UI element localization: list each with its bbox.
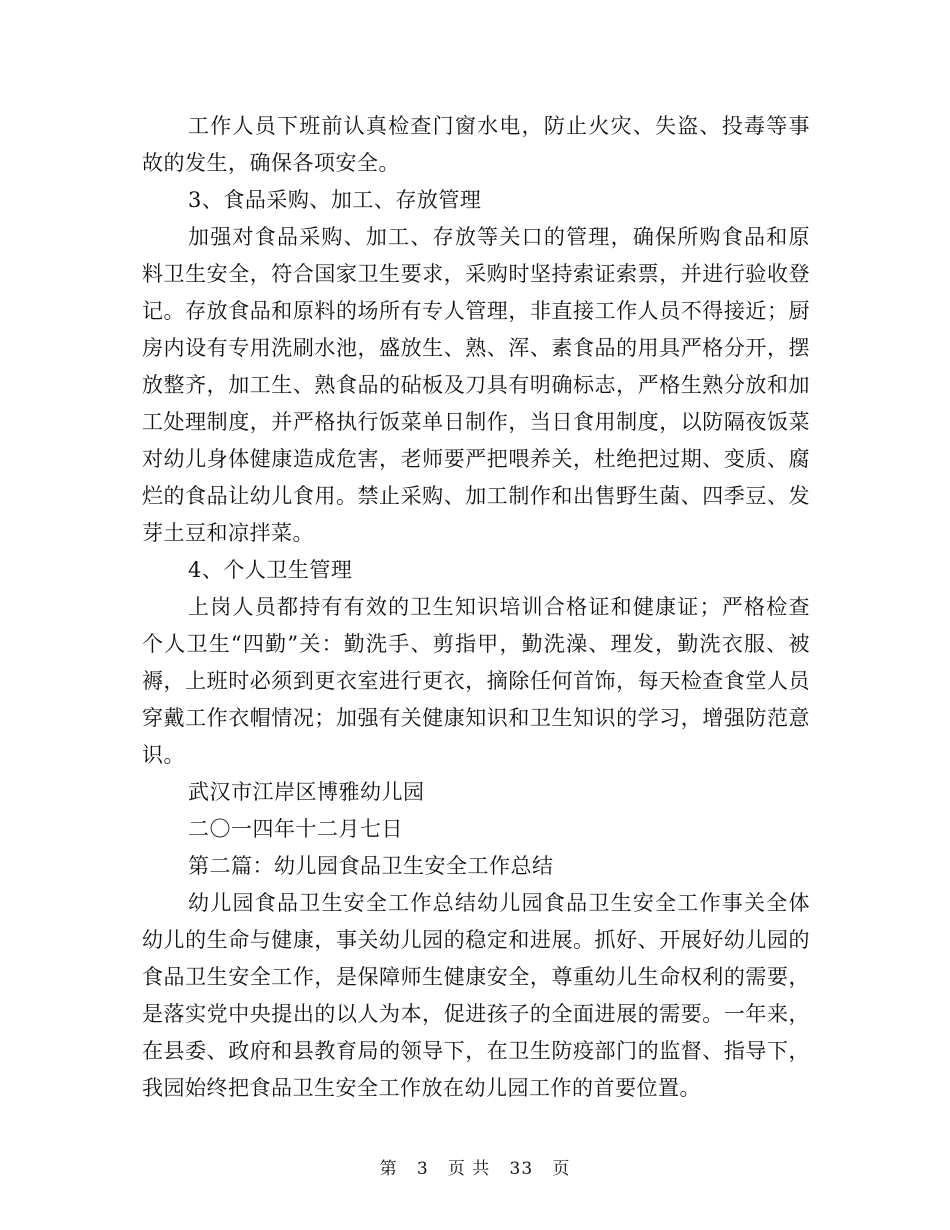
paragraph-food-procurement: 加强对食品采购、加工、存放等关口的管理，确保所购食品和原料卫生安全，符合国家卫生要求，采购时坚持索证索票，并进行验收登记。存放食品和原料的场所有专人管理，非直接工作人员不得接近；厨房内设有专用洗刷水池，盛放生、熟、浑、素食品的用具严格分开，摆放整齐，加工生、熟食品的砧板及刀具有明确标志，严格生熟分放和加工处理制度，并严格执行饭菜单日制作，当日食用制度，以防隔夜饭菜对幼儿身体健康造成危害，老师要严把喂养关，杜绝把过期、变质、腐烂的食品让幼儿食用。禁止采购、加工制作和出售野生菌、四季豆、发芽土豆和凉拌菜。 bbox=[142, 225, 810, 545]
section-heading-personal-hygiene: 4、个人卫生管理 bbox=[188, 558, 353, 582]
document-body bbox=[142, 108, 810, 1107]
section-heading-food-procurement: 3、食品采购、加工、存放管理 bbox=[188, 188, 482, 212]
footer-suffix: 页 bbox=[552, 1159, 571, 1179]
footer-page-number: 3 bbox=[416, 1159, 429, 1179]
signature-date: 二〇一四年十二月七日 bbox=[188, 817, 403, 841]
paragraph-summary-intro: 幼儿园食品卫生安全工作总结幼儿园食品卫生安全工作事关全体幼儿的生命与健康，事关幼儿园的稳定和进展。抓好、开展好幼儿园的食品卫生安全工作，是保障师生健康安全，尊重幼儿生命权利的需要，是落实党中央提出的以人为本，促进孩子的全面进展的需要。一年来，在县委、政府和县教育局的领导下，在卫生防疫部门的监督、指导下，我园始终把食品卫生安全工作放在幼儿园工作的首要位置。 bbox=[142, 891, 810, 1100]
footer-prefix: 第 bbox=[379, 1159, 398, 1179]
paragraph-personal-hygiene: 上岗人员都持有有效的卫生知识培训合格证和健康证；严格检查个人卫生“四勤”关：勤洗手、剪指甲，勤洗澡、理发，勤洗衣服、被褥，上班时必须到更衣室进行更衣，摘除任何首饰，每天检查食堂人员穿戴工作衣帽情况；加强有关健康知识和卫生知识的学习，增强防范意识。 bbox=[142, 595, 810, 767]
footer-middle: 页 共 bbox=[447, 1159, 491, 1179]
chapter-heading-second: 第二篇：幼儿园食品卫生安全工作总结 bbox=[188, 854, 554, 878]
footer-total-pages: 33 bbox=[509, 1159, 534, 1179]
paragraph-safety-check: 工作人员下班前认真检查门窗水电，防止火灾、失盗、投毒等事故的发生，确保各项安全。 bbox=[142, 114, 810, 175]
page-footer bbox=[0, 1154, 950, 1179]
signature-organization: 武汉市江岸区博雅幼儿园 bbox=[188, 780, 425, 804]
